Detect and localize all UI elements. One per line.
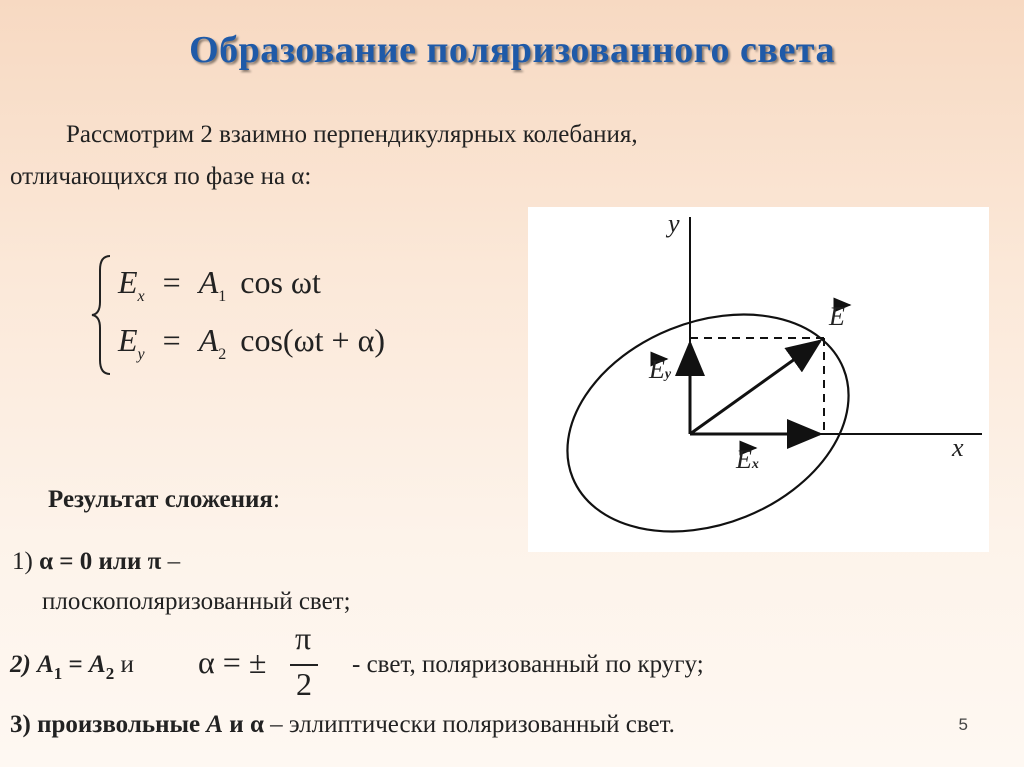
result-heading: Результат сложения: [48, 486, 280, 513]
brace-icon [88, 250, 118, 380]
result-item-2-tail: - свет, поляризованный по кругу; [352, 651, 704, 678]
result-item-3: 3) произвольные A и α – эллиптически поляризованный свет. [10, 711, 675, 738]
intro-line-2: отличающихся по фазе на α: [10, 163, 312, 190]
vector-ex-label: Ex [736, 445, 759, 474]
vector-e [690, 341, 820, 434]
equation-ey: $E_y = A_2$ cos(ωt + α) [118, 322, 385, 363]
result-item-2: 2) $A_1 = A_2$ и [10, 651, 134, 683]
slide-title: Образование поляризованного света [189, 29, 835, 71]
result-item-1: 1) α = 0 или π – [12, 548, 181, 575]
alpha-fraction: α = ± π 2 [198, 620, 338, 710]
vector-e-label: E [829, 302, 845, 331]
y-axis-label: y [668, 209, 680, 238]
polarization-diagram [528, 207, 989, 552]
result-item-1-line-2: плоскополяризованный свет; [42, 588, 351, 615]
equation-ex: $E_x = A_1$ cos ωt [118, 264, 321, 305]
slide-number: 5 [958, 715, 968, 734]
vector-ey-label: Ey [649, 355, 672, 384]
intro-line-1: Рассмотрим 2 взаимно перпендикулярных колебания, [66, 121, 638, 148]
equation-system [88, 250, 448, 380]
x-axis-label: x [952, 433, 964, 462]
